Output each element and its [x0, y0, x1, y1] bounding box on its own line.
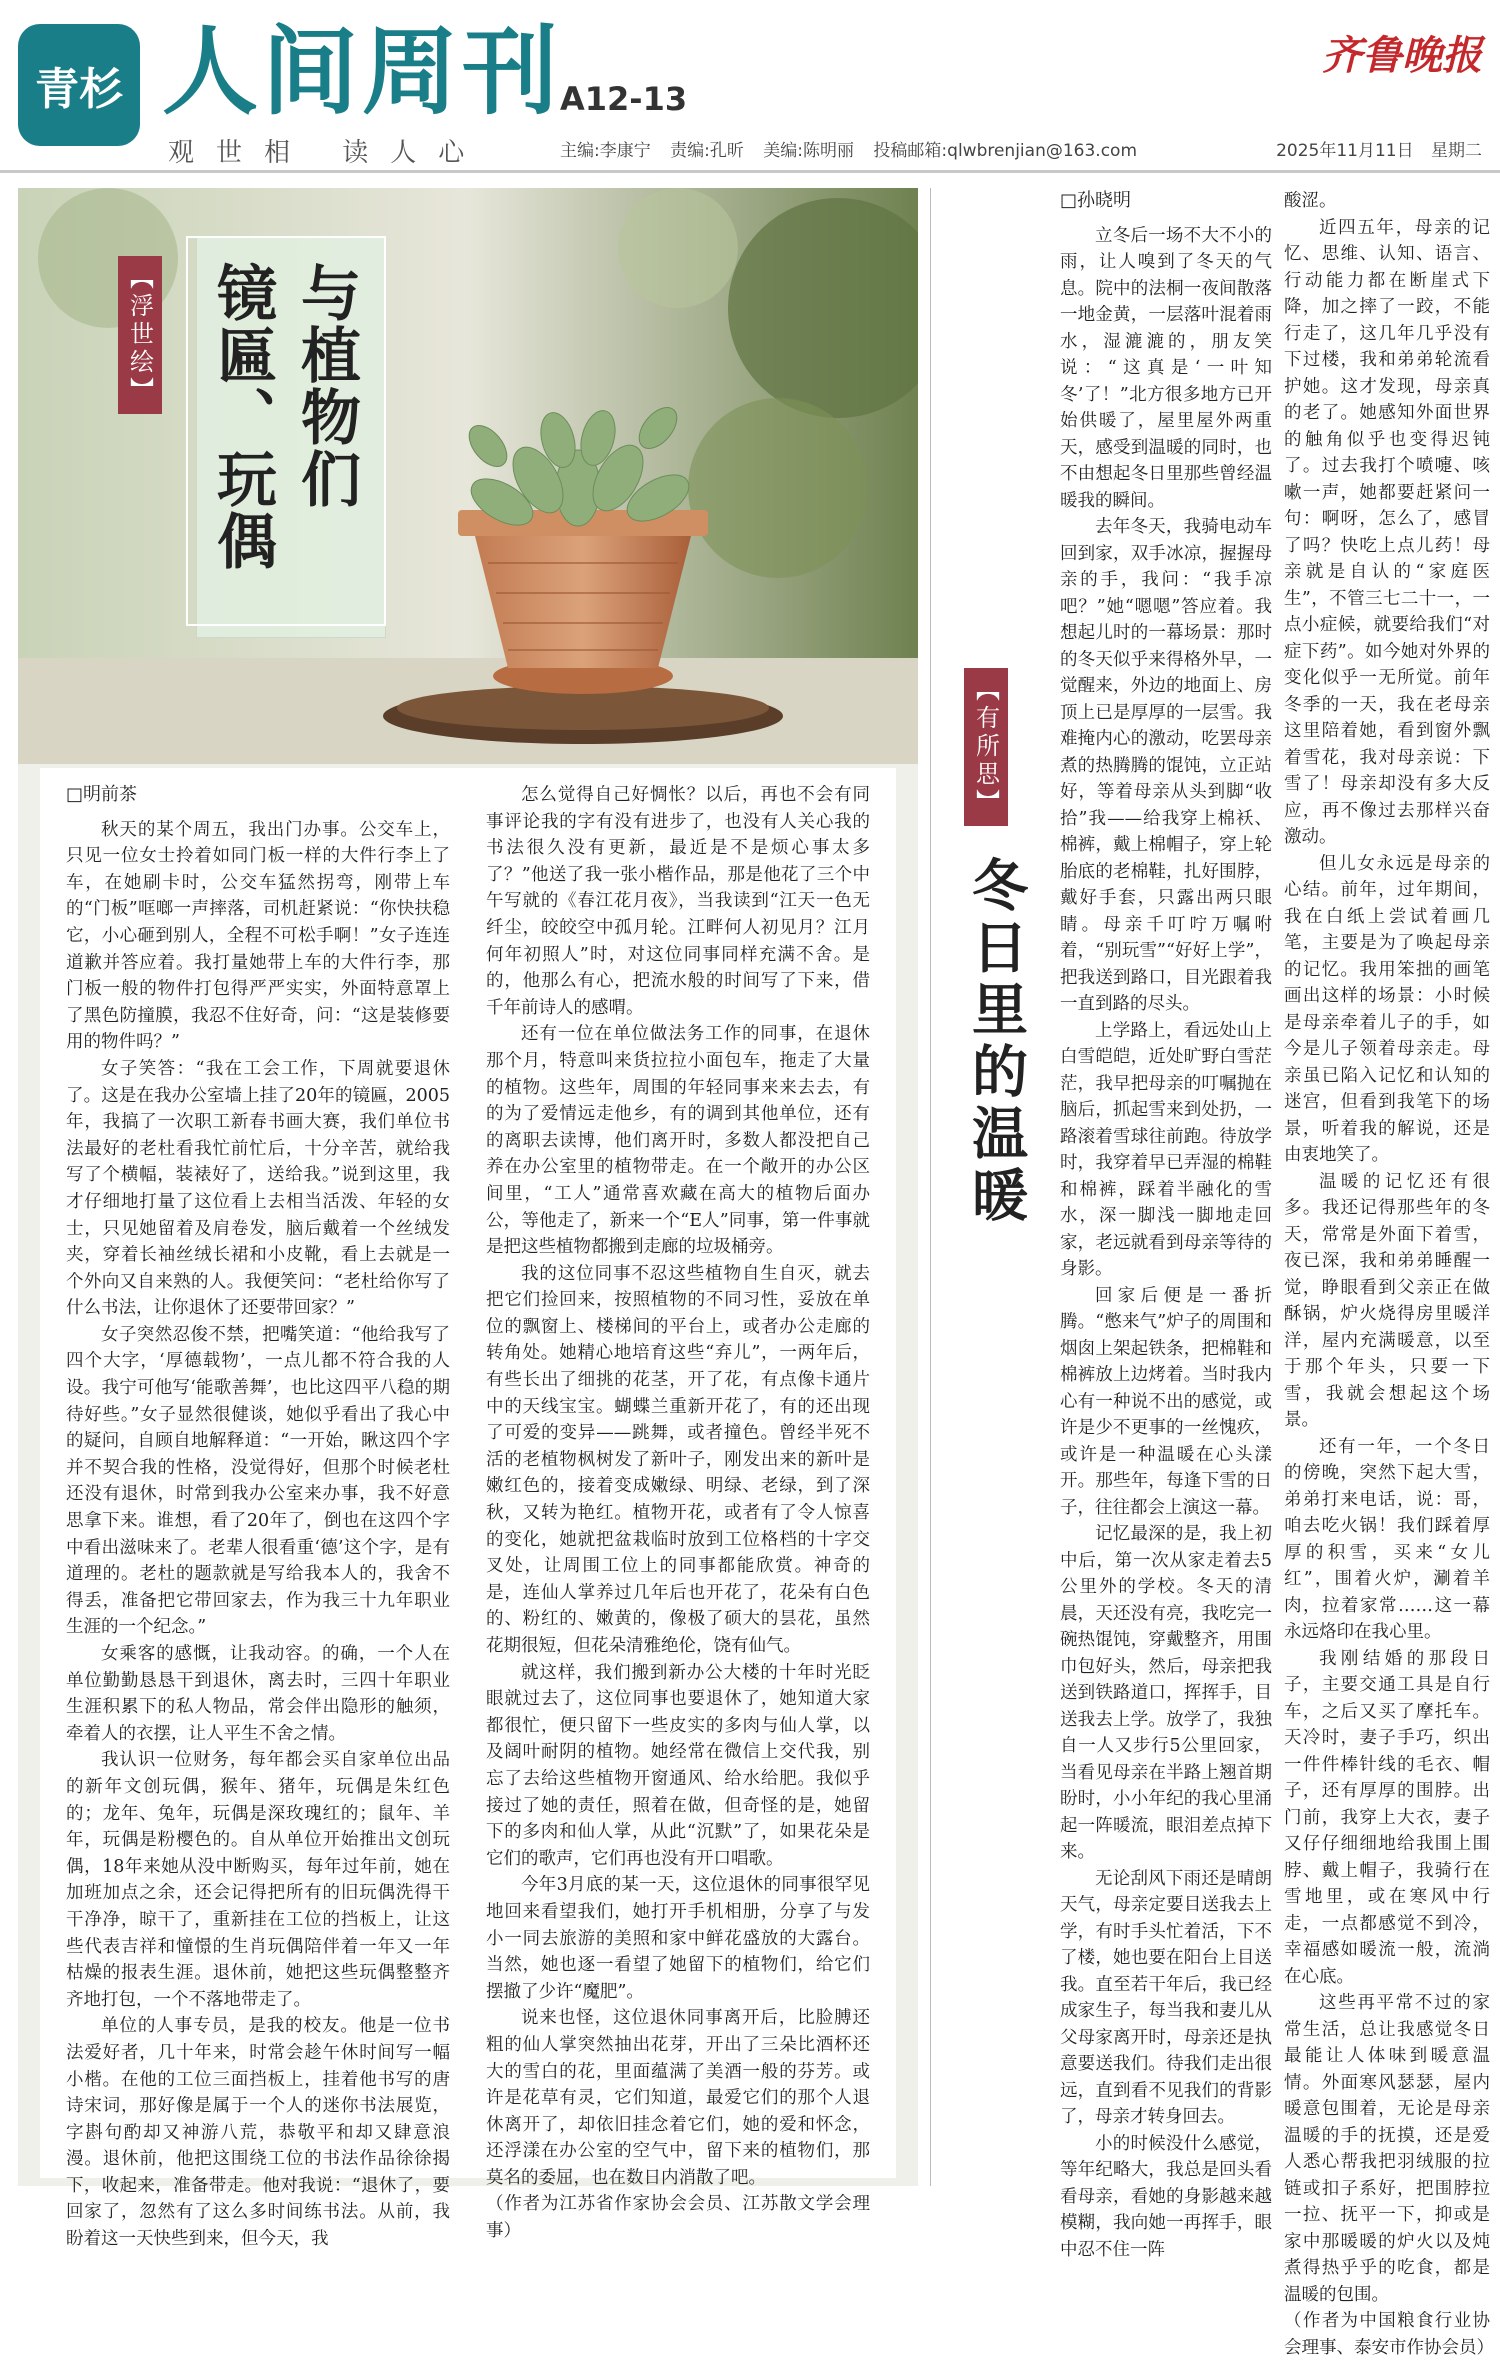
masthead-divider	[0, 170, 1500, 173]
issue-date	[1264, 136, 1482, 161]
paragraph: 今年3月底的某一天，这位退休的同事很罕见地回来看望我们，她打开手机相册，分享了与发小一同去旅游的美照和家中鲜花盛放的大露台。当然，她也逐一看望了她留下的植物们，给它们摆撤了少许“魔肥”。	[486, 1875, 870, 2002]
paragraph: 说来也怪，这位退休同事离开后，比脸膊还粗的仙人掌突然抽出花芽，开出了三朵比酒杯还大的雪白的花，里面蕴满了美酒一般的芬芳。或许是花草有灵，它们知道，最爱它们的那个人退休离开了，却依旧挂念着它们，她的爱和怀念，还浮漾在办公室的空气中，留下来的植物们，那莫名的委屈，也在数日内消散了吧。	[486, 2008, 870, 2188]
column-divider	[930, 188, 931, 2186]
page-number: A12-13	[560, 80, 688, 118]
right-article-column-2	[1284, 188, 1494, 2361]
paragraph: 近四五年，母亲的记忆、思维、认知、语言、行动能力都在断崖式下降，加之摔了一跤，不能行走了，这几年几乎没有下过楼，我和弟弟轮流看护她。这才发现，母亲真的老了。她感知外面世界的触角似乎也变得迟钝了。过去我打个喷嚏、咳嗽一声，她都要赶紧问一句：啊呀，怎么了，感冒了吗？快吃上点儿药！母亲就是自认的“家庭医生”，不管三七二十一，一点小症候，就要给我们“对症下药”。如今她对外界的变化似乎一无所觉。前年冬季的一天，我在老母亲这里陪着她，看到窗外飘着雪花，我对母亲说：下雪了！母亲却没有多大反应，再不像过去那样兴奋激动。	[1284, 217, 1490, 847]
paragraph: 记忆最深的是，我上初中后，第一次从家走着去5公里外的学校。冬天的清晨，天还没有亮，我吃完一碗热馄饨，穿戴整齐，用围巾包好头，然后，母亲把我送到铁路道口，挥挥手，目送我去上学。放学了，我独自一人又步行5公里回家，当看见母亲在半路上翘首期盼时，小小年纪的我心里涌起一阵暖流，眼泪差点掉下来。	[1060, 1524, 1272, 1862]
right-article-column-1	[1060, 188, 1272, 2263]
left-article-column-2	[486, 782, 870, 2245]
art-editor: 美编:陈明丽	[763, 141, 855, 161]
article-title-line1: 与植物们	[291, 262, 361, 510]
paragraph: 还有一年，一个冬日的傍晚，突然下起大雪，弟弟打来电话，说：哥，咱去吃火锅！我们踩着厚厚的积雪，买来“女儿红”，围着火炉，涮着羊肉，拉着家常……这一幕永远烙印在我心里。	[1284, 1436, 1490, 1642]
paragraph: 温暖的记忆还有很多。我还记得那些年的冬天，常常是外面下着雪，夜已深，我和弟弟睡醒一觉，睁眼看到父亲正在做酥锅，炉火烧得房里暖洋洋，屋内充满暖意，以至于那个年头，只要一下雪，我就会想起这个场景。	[1284, 1171, 1490, 1430]
column-tag-fushihui: 【浮世绘】	[118, 256, 162, 414]
paragraph: 这些再平常不过的家常生活，总让我感觉冬日最能让人体味到暖意温情。外面寒风瑟瑟，屋内暖意包围着，无论是母亲温暖的手的抚摸，还是爱人悉心帮我把羽绒服的拉链或扣子系好，把围脖拉一拉、抚平一下，抑或是家中那暖暖的炉火以及炖煮得热乎乎的吃食，都是温暖的包围。	[1284, 1993, 1490, 2305]
paragraph: 但儿女永远是母亲的心结。前年，过年期间，我在白纸上尝试着画几笔，主要是为了唤起母亲的记忆。我用笨拙的画笔画出这样的场景：小时候是母亲牵着儿子的手，如今是儿子领着母亲走。母亲虽已陷入记忆和认知的迷宫，但看到我笔下的场景，听着我的解说，还是由衷地笑了。	[1284, 853, 1490, 1165]
left-article-column-1	[66, 782, 450, 2253]
logo-text: 青杉	[35, 64, 123, 115]
article-title-winter: 冬日里的温暖	[963, 856, 1029, 1228]
paragraph: 女子突然忍俊不禁，把嘴笑道：“他给我写了四个大字，‘厚德载物’，一点儿都不符合我的人设。我宁可他写‘能歌善舞’，也比这四平八稳的期待好些。”女子显然很健谈，她似乎看出了我心中的疑问，自顾自地解释道：“一开始，瞅这四个字并不契合我的性格，没觉得好，但那个时候老杜还没有退休，时常到我办公室来办事，我不好意思拿下来。谁想，看了20年了，倒也在这四个字中看出滋味来了。老辈人很看重‘德’这个字，是有道理的。老杜的题款就是写给我本人的，我舍不得丢，准备把它带回家去，作为我三十九年职业生涯的一个纪念。”	[66, 1324, 450, 1638]
date-text: 2025年11月11日	[1276, 141, 1414, 161]
article-title-line2: 镜匾、玩偶	[207, 262, 277, 572]
paragraph: 还有一位在单位做法务工作的同事，在退休那个月，特意叫来货拉拉小面包车，拖走了大量的植物。这些年，周围的年轻同事来来去去，有的为了爱情远走他乡，有的调到其他单位，还有的离职去读博，他们离开时，多数人都没把自己养在办公室里的植物带走。在一个敞开的办公区间里，“工人”通常喜欢藏在高大的植物后面办公，等他走了，新来一个“E人”同事，第一件事就是把这些植物都搬到走廊的垃圾桶旁。	[486, 1024, 870, 1258]
paragraph: 秋天的某个周五，我出门办事。公交车上，只见一位女士拎着如同门板一样的大件行李上了车，在她刷卡时，公交车猛然拐弯，刚带上车的“门板”哐啷一声摔落，司机赶紧说：“你快扶稳它，小心砸到别人，全程不可松手啊！”女子连连道歉并答应着。我打量她带上车的大件行李，那门板一般的物件打包得严严实实，外面特意罩上了黑色防撞膜，我忍不住好奇，问：“这是装修要用的物件吗？”	[66, 819, 450, 1053]
weekday-text: 星期二	[1431, 141, 1482, 161]
credits	[560, 136, 1151, 161]
author-note: （作者为江苏省作家协会会员、江苏散文学会理事）	[486, 2194, 870, 2242]
brand-logo: 齐鲁晚报	[1322, 32, 1482, 79]
paragraph: 就这样，我们搬到新办公大楼的十年时光眨眼就过去了，这位同事也要退休了，她知道大家都很忙，便只留下一些皮实的多肉与仙人掌，以及阔叶耐阴的植物。她经常在微信上交代我，别忘了去给这些植物开窗通风、给水给肥。我似乎接过了她的责任，照着在做，但奇怪的是，她留下的多肉和仙人掌，从此“沉默”了，如果花朵是它们的歌声，它们再也没有开口唱歌。	[486, 1662, 870, 1869]
paragraph: 小的时候没什么感觉，等年纪略大，我总是回头看看母亲，看她的身影越来越模糊，我向她一再挥手，眼中忍不住一阵	[1060, 2133, 1272, 2260]
paragraph: 女子笑答：“我在工会工作，下周就要退休了。这是在我办公室墙上挂了20年的镜匾，2005年，我搞了一次职工新春书画大赛，我们单位书法最好的老杜看我忙前忙后，十分辛苦，就给我写了个横幅，装裱好了，送给我。”说到这里，我才仔细地打量了这位看上去相当活泼、年轻的女士，只见她留着及肩卷发，脑后戴着一个丝绒发夹，穿着长袖丝绒长裙和小皮靴，看上去就是一个外向又自来熟的人。我便笑问：“老杜给你写了什么书法，让你退休了还要带回家？”	[66, 1058, 450, 1319]
paragraph: 无论刮风下雨还是晴朗天气，母亲定要目送我去上学，有时手头忙着活，下不了楼，她也要在阳台上目送我。直至若干年后，我已经成家生子，每当我和妻儿从父母家离开时，母亲还是执意要送我们。待我们走出很远，直到看不见我们的背影了，母亲才转身回去。	[1060, 1868, 1272, 2127]
logo	[18, 24, 140, 146]
paragraph: 我的这位同事不忍这些植物自生自灭，就去把它们捡回来，按照植物的不同习性，妥放在单位的飘窗上、楼梯间的平台上，或者办公走廊的转角处。她精心地培育这些“弃儿”，一两年后，有些长出了细挑的花茎，开了花，有点像卡通片中的天线宝宝。蝴蝶兰重新开花了，有的还出现了可爱的变异——跳舞，或者撞色。曾经半死不活的老植物枫树发了新叶子，刚发出来的新叶是嫩红色的，接着变成嫩绿、明绿、老绿，到了深秋，又转为艳红。植物开花，或者有了令人惊喜的变化，她就把盆栽临时放到工位格档的十字交叉处，让周围工位上的同事都能欣赏。神奇的是，连仙人掌养过几年后也开花了，花朵有白色的、粉红的、嫩黄的，像极了硕大的昙花，虽然花期很短，但花朵清雅绝伦，饶有仙气。	[486, 1263, 870, 1656]
author-note: （作者为中国粮食行业协会理事、泰安市作协会员）	[1284, 2311, 1494, 2358]
paragraph: 酸涩。	[1284, 191, 1337, 211]
paragraph: 我认识一位财务，每年都会买自家单位出品的新年文创玩偶，猴年、猪年，玩偶是朱红色的；龙年、兔年，玩偶是深玫瑰红的；鼠年、羊年，玩偶是粉樱色的。自从单位开始推出文创玩偶，18年来她从没中断购买，每年过年前，她在加班加点之余，还会记得把所有的旧玩偶洗得干干净净，晾干了，重新挂在工位的挡板上，让这些代表吉祥和憧憬的生肖玩偶陪伴着一年又一年枯燥的报表生涯。退休前，她把这些玩偶整整齐齐地打包，一个不落地带走了。	[66, 1750, 450, 2010]
paragraph: 单位的人事专员，是我的校友。他是一位书法爱好者，几十年来，时常会趁午休时间写一幅小楷。在他的工位三面挡板上，挂着他书写的唐诗宋词，那好像是属于一个人的迷你书法展览，字斟句酌却又神游八荒，恭敬平和却又肆意浪漫。退休前，他把这围绕工位的书法作品徐徐揭下，收起来，准备带走。他对我说：“退休了，要回家了，忽然有了这么多时间练书法。从前，我盼着这一天快些到来，但今天，我	[66, 2016, 450, 2250]
paragraph: 回家后便是一番折腾。“憋来气”炉子的周围和烟囱上架起铁条，把棉鞋和棉裤放上边烤着。当时我内心有一种说不出的感觉，或许是少不更事的一丝愧疚，或许是一种温暖在心头漾开。那些年，每逢下雪的日子，往往都会上演这一幕。	[1060, 1285, 1272, 1518]
paragraph: 怎么觉得自己好惆怅？以后，再也不会有同事评论我的字有没有进步了，也没有人关心我的书法很久没有更新，最近是不是烦心事太多了？”他送了我一张小楷作品，那是他花了三个中午写就的《春江花月夜》，当我读到“江天一色无纤尘，皎皎空中孤月轮。江畔何人初见月？江月何年初照人”时，对这位同事同样充满不舍。是的，他那么有心，把流水般的时间写了下来，借千年前诗人的感喟。	[486, 785, 870, 1018]
byline: □孙晓明	[1060, 190, 1132, 211]
editor: 责编:孔昕	[670, 141, 744, 161]
submission-email[interactable]: 投稿邮箱:qlwbrenjian@163.com	[873, 141, 1138, 161]
masthead-title: 人间周刊	[162, 15, 562, 128]
paragraph: 去年冬天，我骑电动车回到家，双手冰凉，握握母亲的手，我问：“我手凉吧？”她“嗯嗯”答应着。我想起儿时的一幕场景：那时的冬天似乎来得格外早，一觉醒来，外边的地面上、房顶上已是厚厚的一层雪。我难掩内心的激动，吃罢母亲煮的热腾腾的馄饨，立正站好，等着母亲从头到脚“收拾”我——给我穿上棉袄、棉裤，戴上棉帽子，穿上轮胎底的老棉鞋，扎好围脖，戴好手套，只露出两只眼睛。母亲千叮咛万嘱咐着，“别玩雪”“好好上学”，把我送到路口，目光跟着我一直到路的尽头。	[1060, 517, 1272, 1014]
chief-editor: 主编:李康宁	[560, 141, 651, 161]
column-tag-yousuosi: 【有所思】	[964, 668, 1008, 826]
paragraph: 女乘客的感慨，让我动容。的确，一个人在单位勤勤恳恳干到退休，离去时，三四十年职业生涯积累下的私人物品，常会伴出隐形的触须，牵着人的衣摆，让人平生不舍之情。	[66, 1644, 450, 1744]
byline: □明前茶	[66, 784, 138, 805]
paragraph: 我刚结婚的那段日子，主要交通工具是自行车，之后又买了摩托车。天冷时，妻子手巧，织出一件件棒针线的毛衣、帽子，还有厚厚的围脖。出门前，我穿上大衣，妻子又仔仔细细地给我围上围脖、戴上帽子，我骑行在雪地里，或在寒风中行走，一点都感觉不到冷，幸福感如暖流一般，流淌在心底。	[1284, 1648, 1490, 1987]
masthead-subtitle: 观世相 读人心	[168, 138, 487, 168]
paragraph: 立冬后一场不大不小的雨，让人嗅到了冬天的气息。院中的法桐一夜间散落一地金黄，一层落叶混着雨水，湿漉漉的，朋友笑说：“这真是‘一叶知冬’了！”北方很多地方已开始供暖了，屋里屋外两重天，感受到温暖的同时，也不由想起冬日里那些曾经温暖我的瞬间。	[1060, 225, 1272, 511]
paragraph: 上学路上，看远处山上白雪皑皑，近处旷野白雪茫茫，我早把母亲的叮嘱抛在脑后，抓起雪来到处扔，一路滚着雪球往前跑。待放学时，我穿着早已弄湿的棉鞋和棉裤，踩着半融化的雪水，深一脚浅一脚地走回家，老远就看到母亲等待的身影。	[1060, 1020, 1272, 1279]
